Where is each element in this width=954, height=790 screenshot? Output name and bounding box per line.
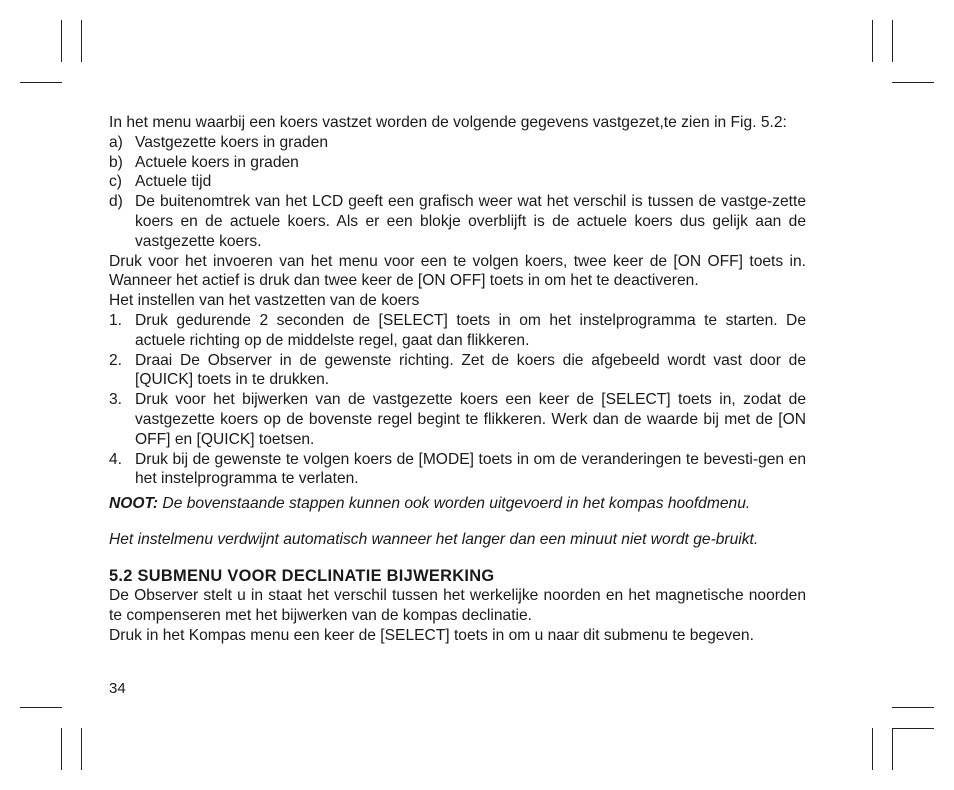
step-text: Druk voor het bijwerken van de vastgezette koers een keer de [SELECT] toets in, zodat de vastgezette koers op de bovenste regel begint te flikkeren. Werk dan de waarde bij met de [ON OFF] en [QUICK] toetsen. xyxy=(135,391,806,448)
step-item xyxy=(109,390,806,449)
intro-paragraph: In het menu waarbij een koers vastzet worden de volgende gegevens vastgezet,te zien in Fig. 5.2: xyxy=(109,114,787,131)
crop-mark xyxy=(20,707,62,708)
step-text: Druk bij de gewenste te volgen koers de [MODE] toets in om de veranderingen te bevesti-gen en het instelprogramma te verlaten. xyxy=(135,450,806,488)
step-marker: 4. xyxy=(109,450,123,468)
list-marker: c) xyxy=(109,173,122,191)
page-body xyxy=(109,113,806,646)
list-marker: a) xyxy=(109,133,123,151)
crop-mark xyxy=(81,20,82,62)
crop-mark xyxy=(892,728,893,770)
crop-mark xyxy=(872,728,873,770)
crop-mark xyxy=(872,20,873,62)
list-marker: d) xyxy=(109,193,123,211)
note-text: De bovenstaande stappen kunnen ook worden uitgevoerd in het kompas hoofdmenu. xyxy=(158,495,751,513)
setting-paragraph: Het instellen van het vastzetten van de koers xyxy=(109,292,420,310)
step-marker: 3. xyxy=(109,391,123,409)
list-item xyxy=(109,172,806,192)
crop-mark xyxy=(81,728,82,770)
page-number: 34 xyxy=(109,680,126,697)
crop-mark xyxy=(20,82,62,83)
crop-mark xyxy=(61,728,62,770)
list-item-text: Actuele koers in graden xyxy=(135,153,299,171)
list-item-text: De buitenomtrek van het LCD geeft een grafisch weer wat het verschil is tussen de vastge-zette koers en de actuele koers. Als er een blokje overblijft is de actuele koers dus gelijk aan de vastgezette koers. xyxy=(135,193,806,250)
step-item xyxy=(109,351,806,391)
step-item xyxy=(109,311,806,351)
list-item xyxy=(109,133,806,153)
list-item xyxy=(109,153,806,173)
note-label: NOOT: xyxy=(109,495,159,513)
note-paragraph xyxy=(109,494,806,514)
list-marker: b) xyxy=(109,153,123,171)
section-paragraph-2: Druk in het Kompas menu een keer de [SELECT] toets in om u naar dit submenu te begeven. xyxy=(109,626,754,644)
step-text: Draai De Observer in de gewenste richting. Zet de koers die afgebeeld wordt vast door de [QUICK] toets in te drukken. xyxy=(135,351,806,389)
steps-list xyxy=(109,311,806,489)
step-item xyxy=(109,450,806,490)
list-item-text: Vastgezette koers in graden xyxy=(135,133,329,151)
section-paragraph-1: De Observer stelt u in staat het verschil tussen het werkelijke noorden en het magnetische noorden te compenseren met het bijwerken van de kompas declinatie. xyxy=(109,587,806,625)
step-marker: 1. xyxy=(109,311,123,329)
list-item xyxy=(109,192,806,251)
section-heading: 5.2 SUBMENU VOOR DECLINATIE BIJWERKING xyxy=(109,567,495,586)
crop-mark xyxy=(61,20,62,62)
crop-mark xyxy=(892,20,893,62)
step-text: Druk gedurende 2 seconden de [SELECT] toets in om het instelprogramma te starten. De actuele richting op de middelste regel, gaat dan flikkeren. xyxy=(135,311,806,349)
crop-mark xyxy=(892,82,934,83)
timeout-paragraph: Het instelmenu verdwijnt automatisch wanneer het langer dan een minuut niet wordt ge-bruikt. xyxy=(109,530,759,548)
crop-mark xyxy=(892,728,934,729)
activate-paragraph: Druk voor het invoeren van het menu voor een te volgen koers, twee keer de [ON OFF] toets in. Wanneer het actief is druk dan twee keer de [ON OFF] toets in om het te deactiveren. xyxy=(109,252,806,290)
crop-mark xyxy=(892,707,934,708)
step-marker: 2. xyxy=(109,351,123,369)
list-item-text: Actuele tijd xyxy=(135,173,212,191)
features-list xyxy=(109,133,806,252)
